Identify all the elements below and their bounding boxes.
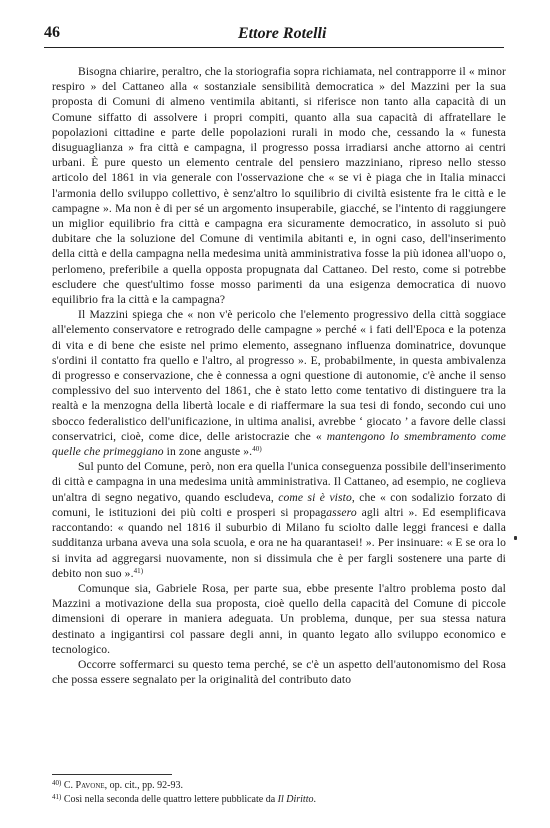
footnote-41: $^{41)}$ Così nella seconda delle quattro lettere pubblicate da Il Diritto. — [52, 793, 316, 805]
footnote-40: $^{40)}$ C. Pavone, op. cit., pp. 92-93. — [52, 779, 183, 791]
body-text — [52, 64, 506, 687]
footnote-ref-40: 40) — [252, 445, 262, 454]
paragraph-3: Sul punto del Comune, però, non era quella l'unica conseguenza possibile dell'inserimento di città e campagna in una medesima unità amministrativa. Il Cattaneo, ad esempio, ne coglieva un'altra di segno negativo, quando escludeva, come si è visto, che « con sodalizio forzato di comuni, le istituzioni dei più colti e prosperi si propagassero agli altri ». Ed esemplificava raccontando: « quando nel 1816 il suburbio di Milano fu sciolto dalle leggi francesi e dalla sudditanza urbana aveva una sola scuola, e ora ne ha quarantasei! ». Per insinuare: « E se ora lo si invita ad aggregarsi nuovamente, non si dissimula che è per fargli sostenere una parte di debito non suo ».$^{41)}$ — [52, 460, 506, 580]
paragraph-5: Occorre soffermarci su questo tema perché, se c'è un aspetto dell'autonomismo del Rosa che possa essere segnalato per la originalità del contributo dato — [52, 657, 506, 687]
page-number: 46 — [44, 24, 60, 41]
paragraph-1: Bisogna chiarire, peraltro, che la storiografia sopra richiamata, nel contrapporre il « minor respiro » del Cattaneo alla « sostanziale sensibilità democratica » del Mazzini per la sua proposta di Comuni di almeno ventimila abitanti, si riferisce non tanto alla capacità di un Comune siffatto di assolvere i propri compiti, quanto alla sua capacità di affratellare le popolazioni cittadine e parte delle popolazioni rurali in modo che, cessando la « funesta disuguaglianza » fra città e campagna, il progresso possa irradiarsi anche attorno ai centri urbani. È pure questo un elemento centrale del pensiero mazziniano, ripreso nello stesso articolo del 1861 in via generale con l'osservazione che « se vi è piaga che in Italia minacci l'armonia dello sviluppo collettivo, è senz'altro lo squilibrio di civiltà esistente fra le città e le campagne ». Ma non è di per sé un argomento insuperabile, giacché, se l'intento di raggiungere un miglior equilibrio fra città e campagna era sicuramente democratico, in assoluto si può dubitare che la soluzione del Comune di ventimila abitanti e, in ogni caso, dell'inserimento della città e della campagna nella medesima unità amministrativa fosse la più idonea all'uopo o, perlomeno, preferibile a quella opposta propugnata dal Cattaneo. Del resto, come si potrebbe escludere che quest'ultimo fosse mosso parimenti da una esigenza democratica di nuovo equilibrio fra la città e la campagna? — [52, 65, 506, 307]
footnotes — [52, 779, 506, 807]
header-rule — [44, 47, 504, 48]
running-head: Ettore Rotelli — [238, 25, 327, 42]
page-header — [44, 24, 502, 46]
footnote-ref-41: 41) — [133, 566, 144, 575]
paragraph-4: Comunque sia, Gabriele Rosa, per parte sua, ebbe presente l'altro problema posto dal Mazzini a motivazione della sua proposta, cioè quello della capacità del Comune di piccole dimensioni di operare in maniera adeguata. Un problema, dunque, per sua stessa natura destinato a ingigantirsi col passare degli anni, in quanto legato allo sviluppo economico e tecnologico. — [52, 581, 506, 656]
footnote-rule — [52, 774, 172, 775]
paragraph-2: Il Mazzini spiega che « non v'è pericolo che l'elemento progressivo della città soggiace all'elemento conservatore e retrogrado delle campagne » perché « i fati dell'Epoca e la potenza di vita e di bene che esiste nel primo elemento, assegnano influenza dominatrice, dovunque s'ordini il contatto fra quello e l'altro, al progresso ». E, probabilmente, in questa ambivalenza di progresso e conservazione, che è connessa a ogni questione di autonomie, c'è anche il senso complessivo del suo intervento del 1861, che è stato letto come tentativo di distinguere tra la realtà e la menzogna della libertà locale e di riaffermare la sua tesi di fondo, secondo cui uno sbocco federalistico dell'unificazione, in ultima analisi, avrebbe ‘ giocato ’ a favore delle classi conservatrici, cioè, come dice, delle aristocrazie che « mantengono lo smembramento come quelle che primeggiano in zone anguste ».$^{40)}$ — [52, 308, 506, 459]
margin-mark — [514, 536, 517, 540]
